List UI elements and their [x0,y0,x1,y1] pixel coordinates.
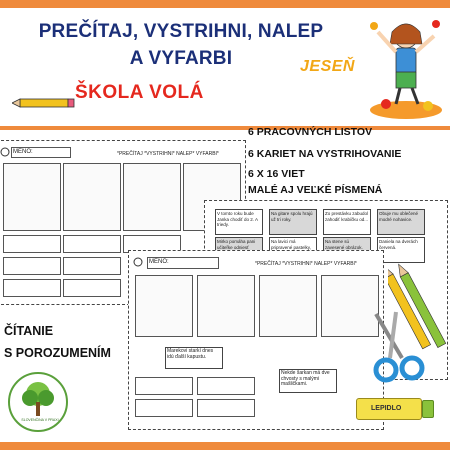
sheet2-picture-3 [259,275,317,337]
glue-label: LEPIDLO [371,405,402,412]
sheet1-answer-7[interactable] [3,279,61,297]
gear-icon [133,257,143,267]
sentence-card-1[interactable]: V tomto roku bude Janka chodiť do 2. A triedy. [215,209,263,235]
sheet1-answer-8[interactable] [63,279,121,297]
reading-label-1: ČÍTANIE [4,324,54,338]
worksheet-2 [128,250,384,430]
page-title [36,18,326,72]
sentence-card-3[interactable]: Zo prestávku zabudol zahodiť krabičku od... [323,209,371,235]
sheet2-picture-1 [135,275,193,337]
header-divider [0,126,450,130]
sentence-card-5[interactable]: Mirko pomáha pani učiteľke odniesť [215,237,263,263]
logo [8,372,68,432]
feature-3: 6 X 16 VIET [248,168,305,180]
sheet2-answer-2[interactable] [197,377,255,395]
sentence-card-6[interactable]: Na lavici má pripravené pastelky, [269,237,317,263]
top-frame-bar [0,0,450,8]
pencil-icon [12,96,76,110]
glue-stick-icon [356,398,422,420]
glue-cap [422,400,434,418]
sentence-card-8[interactable]: Daniela na dverách červená. [377,237,425,263]
sentence-card-10[interactable]: Nekde šarkan má dve chvosty s malými mašličkami. [279,369,337,393]
scissors-icon [366,310,432,386]
sheet1-answer-1[interactable] [3,235,61,253]
girl-autumn-illustration [366,14,444,120]
sheet2-answer-4[interactable] [197,399,255,417]
title-line-1: PREČÍTAJ, VYSTRIHNI, NALEP [38,21,324,42]
sheet2-answer-1[interactable] [135,377,193,395]
sheet1-name-field[interactable] [11,147,71,158]
sheet1-picture-1 [3,163,61,231]
logo-text: SLOVENČINA V PRAXI [21,418,59,422]
feature-4: MALÉ AJ VEĽKÉ PÍSMENÁ [248,184,383,196]
title-line-2: A VYFARBI [129,48,233,69]
feature-2: 6 KARIET NA VYSTRIHOVANIE [248,148,402,160]
sheet2-picture-2 [197,275,255,337]
sheet1-name-label: MENO: [13,149,33,155]
sheet1-picture-3 [123,163,181,231]
sheet2-name-field[interactable] [147,257,219,269]
sentence-card-9[interactable]: Marekovi starkí dnes idú ďalší kapustu. [165,347,223,369]
sheet2-name-label: MENO: [149,259,169,265]
season-label: JESEŇ [300,58,355,75]
gear-icon [0,147,10,157]
sheet1-answer-2[interactable] [63,235,121,253]
reading-label-2: S POROZUMENÍM [4,346,111,360]
sheet2-instruction: *PREČÍTAJ *VYSTRIHNI* NALEP* VYFARBI* [255,261,357,267]
subtitle: ŠKOLA VOLÁ [75,82,204,103]
feature-1: 6 PRACOVNÝCH LISTOV [248,126,373,138]
bottom-frame-bar [0,442,450,450]
sheet1-answer-6[interactable] [63,257,121,275]
sheet2-answer-3[interactable] [135,399,193,417]
sheet1-answer-5[interactable] [3,257,61,275]
sentence-card-2[interactable]: Na gitare spolu hrajú už tri roky. [269,209,317,235]
sheet1-picture-2 [63,163,121,231]
sentence-card-4[interactable]: Obuje mu oblečené modré nohavice. [377,209,425,235]
sentence-card-7[interactable]: Na stene sú zavesené obrázok. [323,237,371,263]
sheet1-instruction: *PREČÍTAJ *VYSTRIHNI* NALEP* VYFARBI* [117,151,219,157]
